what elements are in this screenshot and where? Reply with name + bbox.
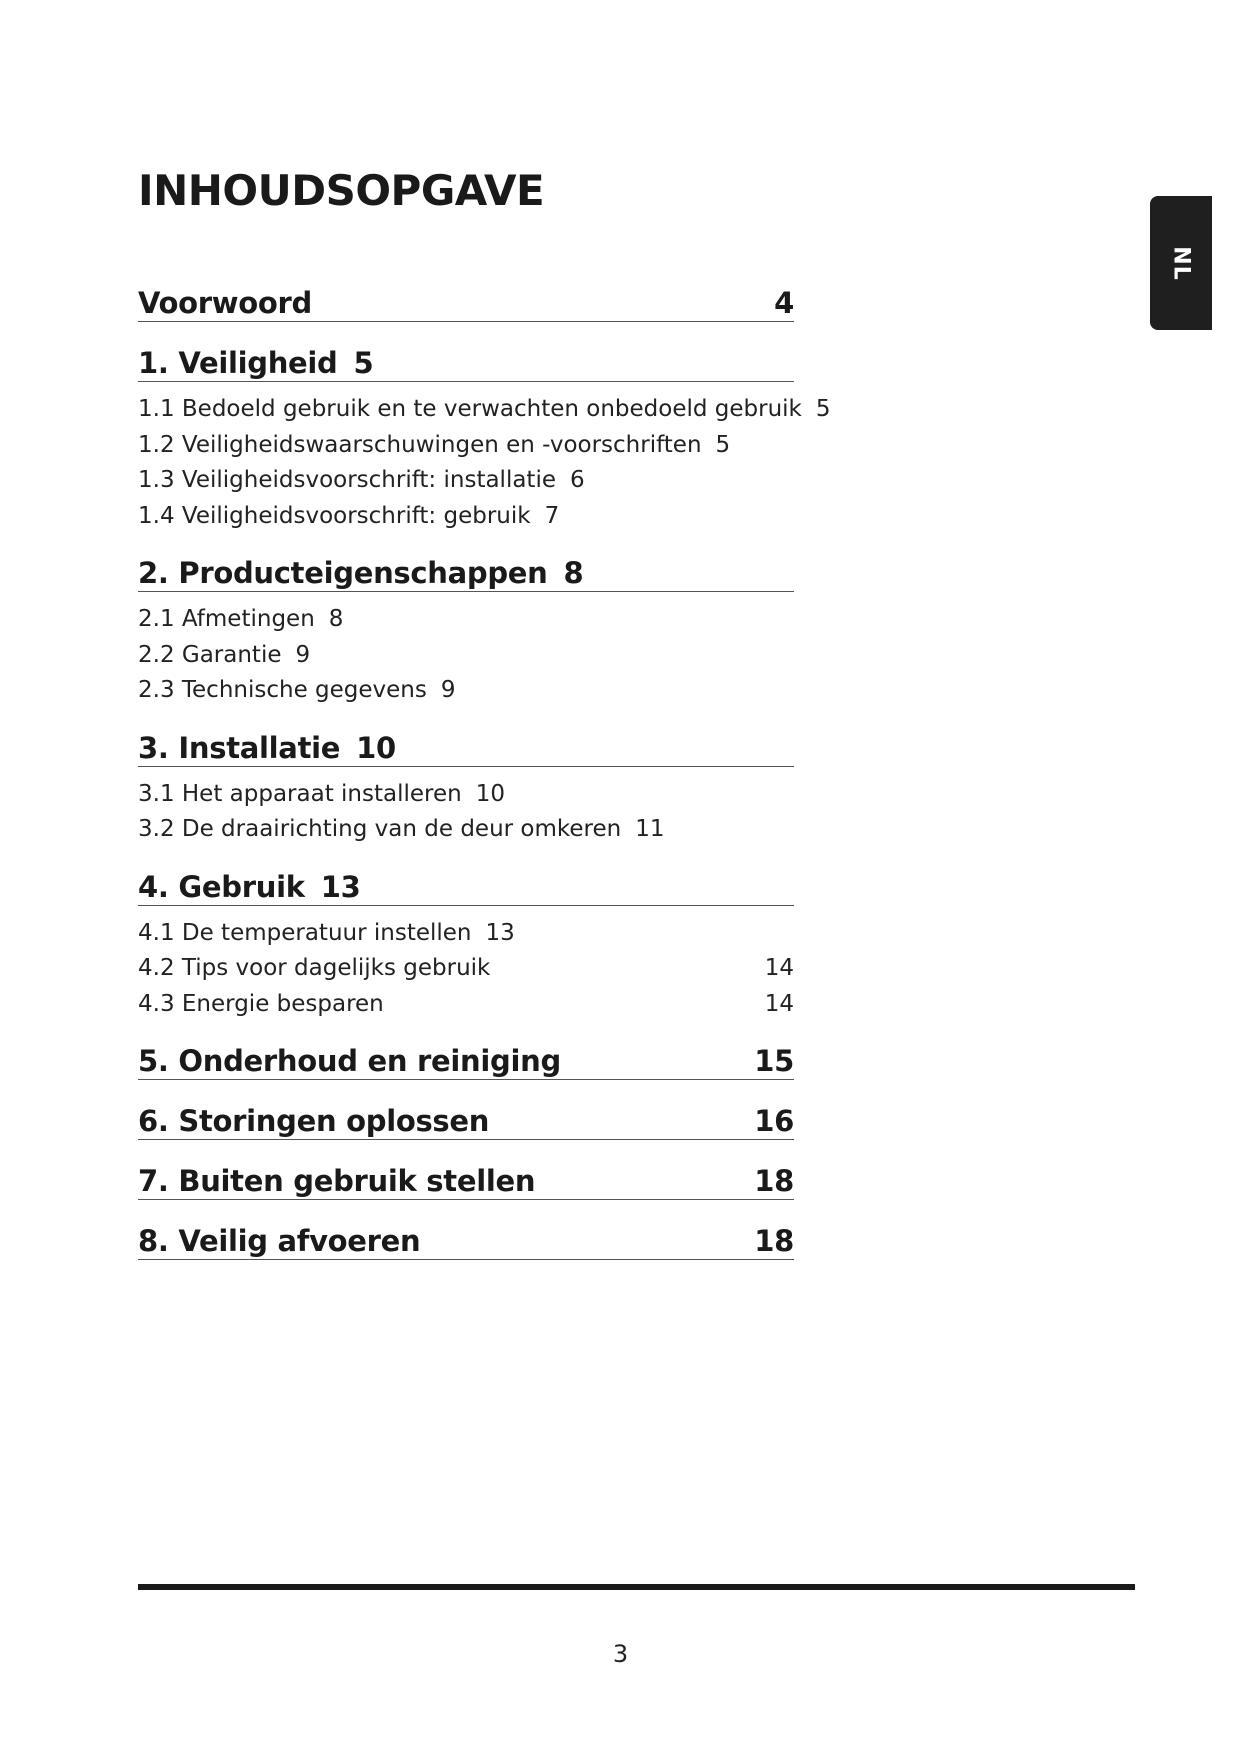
toc-group-8 — [138, 1224, 794, 1260]
language-tab-label: NL — [1168, 245, 1194, 281]
toc-heading-label: Voorwoord — [138, 286, 313, 320]
toc-group-foreword — [138, 286, 794, 322]
toc-item-4-3[interactable] — [138, 987, 794, 1023]
toc-heading-page: 4 — [774, 286, 794, 320]
toc-item-label: 1.2 Veiligheidswaarschuwingen en -voorschriften — [138, 431, 702, 458]
toc-item-4-1[interactable] — [138, 916, 794, 952]
toc-group-4 — [138, 870, 794, 1023]
toc-heading-page: 13 — [320, 869, 361, 904]
toc-item-label: 4.3 Energie besparen — [138, 990, 384, 1017]
toc-item-page: 9 — [440, 677, 456, 703]
toc-heading-page: 16 — [754, 1104, 794, 1138]
toc-item-page: 5 — [815, 396, 831, 422]
toc-item-label: 4.1 De temperatuur instellen — [138, 919, 472, 946]
table-of-contents — [138, 286, 831, 1284]
toc-item-label: 2.3 Technische gegevens — [138, 677, 427, 703]
footer-rule — [138, 1584, 1135, 1590]
toc-heading-page: 15 — [754, 1044, 794, 1078]
toc-heading-foreword[interactable] — [138, 286, 794, 322]
toc-item-4-2[interactable] — [138, 951, 794, 987]
toc-item-page: 6 — [570, 467, 585, 493]
toc-group-6 — [138, 1104, 794, 1140]
toc-heading-page: 18 — [754, 1224, 794, 1258]
toc-item-page: 11 — [635, 816, 665, 842]
toc-heading-2[interactable] — [138, 556, 794, 592]
toc-item-3-1[interactable] — [138, 777, 794, 813]
toc-heading-label: 6. Storingen oplossen — [138, 1104, 490, 1138]
toc-item-page: 9 — [295, 641, 311, 668]
toc-heading-label: 3. Installatie — [138, 730, 341, 765]
toc-heading-4[interactable] — [138, 870, 794, 906]
toc-item-label: 1.1 Bedoeld gebruik en te verwachten onbedoeld gebruik — [138, 396, 802, 422]
toc-item-page: 14 — [764, 990, 794, 1017]
toc-item-page: 8 — [328, 606, 344, 632]
toc-heading-title — [138, 346, 373, 380]
toc-heading-1[interactable] — [138, 346, 794, 382]
toc-heading-page: 18 — [754, 1164, 794, 1198]
toc-item-label: 4.2 Tips voor dagelijks gebruik — [138, 955, 491, 981]
toc-heading-label: 8. Veilig afvoeren — [138, 1224, 421, 1258]
toc-item-3-2[interactable] — [138, 812, 794, 848]
page-number: 3 — [612, 1640, 629, 1668]
toc-item-label: 2.2 Garantie — [138, 641, 282, 668]
toc-group-3 — [138, 731, 794, 848]
toc-heading-label: 7. Buiten gebruik stellen — [138, 1164, 536, 1198]
toc-item-page: 13 — [485, 919, 515, 946]
toc-heading-5[interactable] — [138, 1044, 794, 1080]
toc-item-2-2[interactable] — [138, 638, 794, 674]
page-title: INHOUDSOPGAVE — [138, 166, 545, 215]
toc-item-page: 7 — [544, 502, 560, 529]
toc-heading-3[interactable] — [138, 731, 794, 767]
toc-heading-page: 10 — [356, 730, 396, 765]
toc-heading-label: 1. Veiligheid — [138, 346, 338, 380]
toc-heading-page: 8 — [563, 556, 584, 590]
toc-item-1-3[interactable] — [138, 463, 794, 499]
toc-item-page: 14 — [764, 955, 794, 981]
toc-heading-label: 4. Gebruik — [138, 869, 305, 904]
toc-item-label: 3.1 Het apparaat installeren — [138, 780, 462, 807]
toc-item-page: 5 — [715, 431, 731, 458]
toc-group-1 — [138, 346, 831, 534]
toc-heading-label: 5. Onderhoud en reiniging — [138, 1044, 561, 1078]
toc-item-page: 10 — [475, 780, 505, 807]
language-tab — [1150, 196, 1212, 330]
toc-heading-label: 2. Producteigenschappen — [138, 556, 548, 590]
toc-heading-6[interactable] — [138, 1104, 794, 1140]
toc-item-label: 1.3 Veiligheidsvoorschrift: installatie — [138, 467, 556, 493]
toc-item-label: 3.2 De draairichting van de deur omkeren — [138, 816, 622, 842]
toc-heading-8[interactable] — [138, 1224, 794, 1260]
toc-heading-title — [138, 731, 396, 765]
toc-item-1-2[interactable] — [138, 428, 794, 464]
toc-item-2-3[interactable] — [138, 673, 794, 709]
toc-group-7 — [138, 1164, 794, 1200]
toc-group-2 — [138, 556, 794, 709]
toc-heading-title — [138, 556, 583, 590]
toc-heading-7[interactable] — [138, 1164, 794, 1200]
toc-group-5 — [138, 1044, 794, 1080]
toc-item-1-4[interactable] — [138, 499, 794, 535]
toc-item-label: 2.1 Afmetingen — [138, 606, 315, 632]
toc-item-2-1[interactable] — [138, 602, 794, 638]
toc-item-label: 1.4 Veiligheidsvoorschrift: gebruik — [138, 502, 531, 529]
toc-heading-page: 5 — [353, 346, 374, 380]
toc-heading-title — [138, 870, 360, 904]
toc-item-1-1[interactable] — [138, 392, 831, 428]
